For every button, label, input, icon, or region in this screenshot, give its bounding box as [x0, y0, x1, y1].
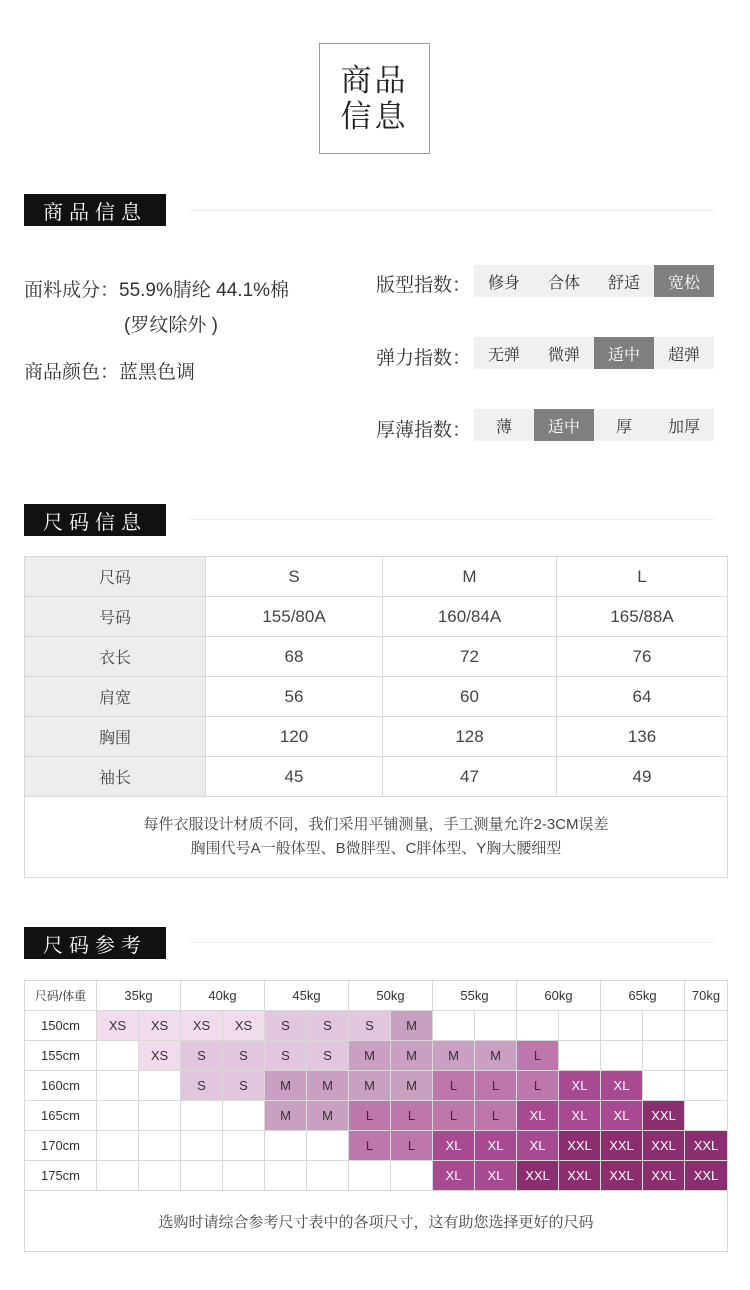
- row-label: 肩宽: [25, 677, 206, 716]
- table-row: [25, 637, 727, 677]
- size-cell: XXL: [517, 1161, 559, 1191]
- size-cell: [559, 1011, 601, 1041]
- table-cell: 56: [206, 677, 383, 716]
- size-cell: XXL: [643, 1161, 685, 1191]
- table-cell: 136: [627, 726, 657, 746]
- size-cell: [139, 1101, 181, 1131]
- size-cell: L: [433, 1071, 475, 1101]
- color-value: 蓝黑色调: [119, 362, 196, 383]
- index-option: 加厚: [654, 409, 714, 441]
- index-option: 适中: [594, 337, 654, 369]
- table-cell: 64: [632, 686, 652, 706]
- size-cell: M: [349, 1071, 391, 1101]
- size-cell: M: [265, 1071, 307, 1101]
- height-label: 150cm: [25, 1011, 97, 1041]
- fabric-value: 55.9%腈纶 44.1%棉: [119, 280, 290, 301]
- weight-header: 40kg: [181, 981, 265, 1011]
- size-cell: [97, 1041, 139, 1071]
- size-cell: [97, 1071, 139, 1101]
- table-cell: 165/88A: [610, 606, 674, 626]
- table-cell: 72: [383, 637, 557, 676]
- index-option: 微弹: [534, 337, 594, 369]
- size-cell: L: [517, 1041, 559, 1071]
- size-cell: XXL: [601, 1161, 643, 1191]
- size-cell: [181, 1101, 223, 1131]
- size-cell: [265, 1131, 307, 1161]
- table-row: [25, 757, 727, 797]
- weight-header: 45kg: [265, 981, 349, 1011]
- size-reference-heading: 尺码参考: [24, 927, 166, 959]
- size-cell: M: [349, 1041, 391, 1071]
- size-cell: XL: [517, 1101, 559, 1131]
- size-table-header-row: [25, 557, 727, 597]
- size-cell: M: [391, 1011, 433, 1041]
- size-cell: [685, 1101, 727, 1131]
- size-cell: [97, 1161, 139, 1191]
- size-cell: XL: [559, 1071, 601, 1101]
- size-cell: L: [433, 1101, 475, 1131]
- size-cell: XL: [517, 1131, 559, 1161]
- size-cell: XL: [433, 1131, 475, 1161]
- size-cell: [517, 1011, 559, 1041]
- size-cell: L: [349, 1101, 391, 1131]
- size-table: [24, 556, 728, 878]
- table-row: [25, 597, 727, 637]
- size-cell: XL: [559, 1101, 601, 1131]
- size-cell: [139, 1161, 181, 1191]
- weight-header: 35kg: [97, 981, 181, 1011]
- note-line: 胸围代号A一般体型、B微胖型、C胖体型、Y胸大腰细型: [190, 840, 562, 857]
- page-title-line2: 信息: [340, 98, 409, 134]
- index-option: 舒适: [594, 265, 654, 297]
- stretch-index-label: 弹力指数：: [376, 348, 472, 369]
- fit-index-scale: [474, 265, 714, 297]
- size-cell: [685, 1071, 727, 1101]
- size-cell: S: [181, 1071, 223, 1101]
- size-cell: XXL: [685, 1131, 727, 1161]
- size-cell: XS: [139, 1011, 181, 1041]
- index-option: 薄: [474, 409, 534, 441]
- size-cell: [391, 1161, 433, 1191]
- divider-line: [190, 942, 714, 943]
- size-cell: XXL: [559, 1161, 601, 1191]
- size-cell: [265, 1161, 307, 1191]
- table-cell: 47: [383, 757, 557, 796]
- size-cell: [643, 1071, 685, 1101]
- index-option: 宽松: [654, 265, 714, 297]
- size-table-note: [25, 797, 727, 877]
- size-cell: [181, 1161, 223, 1191]
- row-label: 胸围: [25, 717, 206, 756]
- size-cell: XS: [223, 1011, 265, 1041]
- size-cell: L: [391, 1101, 433, 1131]
- stretch-index-scale: [474, 337, 714, 369]
- size-cell: XXL: [643, 1101, 685, 1131]
- thickness-index-label: 厚薄指数：: [376, 420, 472, 441]
- note-line: 每件衣服设计材质不同，我们采用平铺测量，手工测量允许2-3CM误差: [143, 816, 609, 833]
- table-header-cell: M: [383, 557, 557, 596]
- row-label: 袖长: [25, 757, 206, 796]
- size-cell: [139, 1131, 181, 1161]
- weight-header: 65kg: [601, 981, 685, 1011]
- table-cell: 68: [206, 637, 383, 676]
- size-cell: XL: [475, 1161, 517, 1191]
- divider-line: [190, 210, 714, 211]
- fabric-label: 面料成分：: [24, 280, 120, 301]
- size-cell: [685, 1041, 727, 1071]
- size-cell: [181, 1131, 223, 1161]
- weight-header: 50kg: [349, 981, 433, 1011]
- size-cell: L: [475, 1101, 517, 1131]
- index-option: 修身: [474, 265, 534, 297]
- size-cell: [601, 1041, 643, 1071]
- size-cell: [307, 1131, 349, 1161]
- size-cell: S: [265, 1011, 307, 1041]
- size-info-heading: 尺码信息: [24, 504, 166, 536]
- size-cell: M: [391, 1041, 433, 1071]
- size-cell: [475, 1011, 517, 1041]
- table-cell: 76: [632, 646, 652, 666]
- height-label: 155cm: [25, 1041, 97, 1071]
- page-title-line1: 商品: [340, 62, 409, 98]
- table-row: [25, 717, 727, 757]
- row-label: 衣长: [25, 637, 206, 676]
- height-label: 160cm: [25, 1071, 97, 1101]
- row-label: 号码: [25, 597, 206, 636]
- table-header-cell: L: [637, 566, 647, 586]
- size-cell: XL: [475, 1131, 517, 1161]
- size-cell: M: [265, 1101, 307, 1131]
- height-label: 175cm: [25, 1161, 97, 1191]
- size-cell: [643, 1041, 685, 1071]
- table-cell: 60: [383, 677, 557, 716]
- size-cell: M: [391, 1071, 433, 1101]
- size-cell: XL: [433, 1161, 475, 1191]
- size-cell: XL: [601, 1071, 643, 1101]
- table-row: [25, 677, 727, 717]
- size-cell: S: [307, 1011, 349, 1041]
- size-cell: [559, 1041, 601, 1071]
- index-option: 合体: [534, 265, 594, 297]
- size-cell: [685, 1011, 727, 1041]
- size-cell: S: [307, 1041, 349, 1071]
- table-cell: 49: [632, 766, 652, 786]
- size-cell: XS: [97, 1011, 139, 1041]
- size-cell: L: [517, 1071, 559, 1101]
- size-cell: [307, 1161, 349, 1191]
- size-cell: S: [349, 1011, 391, 1041]
- size-cell: XXL: [685, 1161, 727, 1191]
- size-cell: [223, 1131, 265, 1161]
- height-label: 165cm: [25, 1101, 97, 1131]
- weight-header: 60kg: [517, 981, 601, 1011]
- color-label: 商品颜色：: [24, 362, 120, 383]
- divider-line: [190, 519, 714, 520]
- size-cell: XXL: [559, 1131, 601, 1161]
- size-cell: XL: [601, 1101, 643, 1131]
- table-cell: 120: [206, 717, 383, 756]
- size-cell: S: [223, 1041, 265, 1071]
- size-cell: [223, 1161, 265, 1191]
- size-cell: XS: [139, 1041, 181, 1071]
- size-cell: M: [307, 1071, 349, 1101]
- size-cell: S: [181, 1041, 223, 1071]
- table-cell: 45: [206, 757, 383, 796]
- size-cell: M: [433, 1041, 475, 1071]
- size-cell: [97, 1131, 139, 1161]
- fabric-note: (罗纹除外 ): [124, 315, 218, 336]
- color-row: [24, 357, 195, 384]
- size-cell: L: [475, 1071, 517, 1101]
- index-option: 无弹: [474, 337, 534, 369]
- table-cell: 160/84A: [383, 597, 557, 636]
- size-cell: XXL: [601, 1131, 643, 1161]
- size-cell: L: [391, 1131, 433, 1161]
- table-header-cell: S: [206, 557, 383, 596]
- index-option: 厚: [594, 409, 654, 441]
- size-cell: [139, 1071, 181, 1101]
- index-option: 适中: [534, 409, 594, 441]
- size-cell: S: [223, 1071, 265, 1101]
- page-title-box: [319, 43, 430, 154]
- grid-corner-label: 尺码/体重: [25, 981, 97, 1011]
- thickness-index-scale: [474, 409, 714, 441]
- weight-header: 70kg: [685, 981, 727, 1011]
- table-cell: 128: [383, 717, 557, 756]
- fabric-row: [24, 275, 289, 302]
- product-info-heading: 商品信息: [24, 194, 166, 226]
- index-option: 超弹: [654, 337, 714, 369]
- size-cell: [349, 1161, 391, 1191]
- size-cell: [643, 1011, 685, 1041]
- table-header-cell: 尺码: [25, 557, 206, 596]
- fit-index-label: 版型指数：: [376, 275, 472, 296]
- size-cell: M: [475, 1041, 517, 1071]
- size-cell: [433, 1011, 475, 1041]
- size-cell: [601, 1011, 643, 1041]
- reference-note: 选购时请综合参考尺寸表中的各项尺寸，这有助您选择更好的尺码: [158, 1213, 594, 1231]
- weight-header: 55kg: [433, 981, 517, 1011]
- size-cell: L: [349, 1131, 391, 1161]
- size-cell: XXL: [643, 1131, 685, 1161]
- size-cell: S: [265, 1041, 307, 1071]
- size-cell: [223, 1101, 265, 1131]
- size-cell: [97, 1101, 139, 1131]
- size-reference-grid: [24, 980, 728, 1252]
- table-cell: 155/80A: [206, 597, 383, 636]
- height-label: 170cm: [25, 1131, 97, 1161]
- size-cell: XS: [181, 1011, 223, 1041]
- size-cell: M: [307, 1101, 349, 1131]
